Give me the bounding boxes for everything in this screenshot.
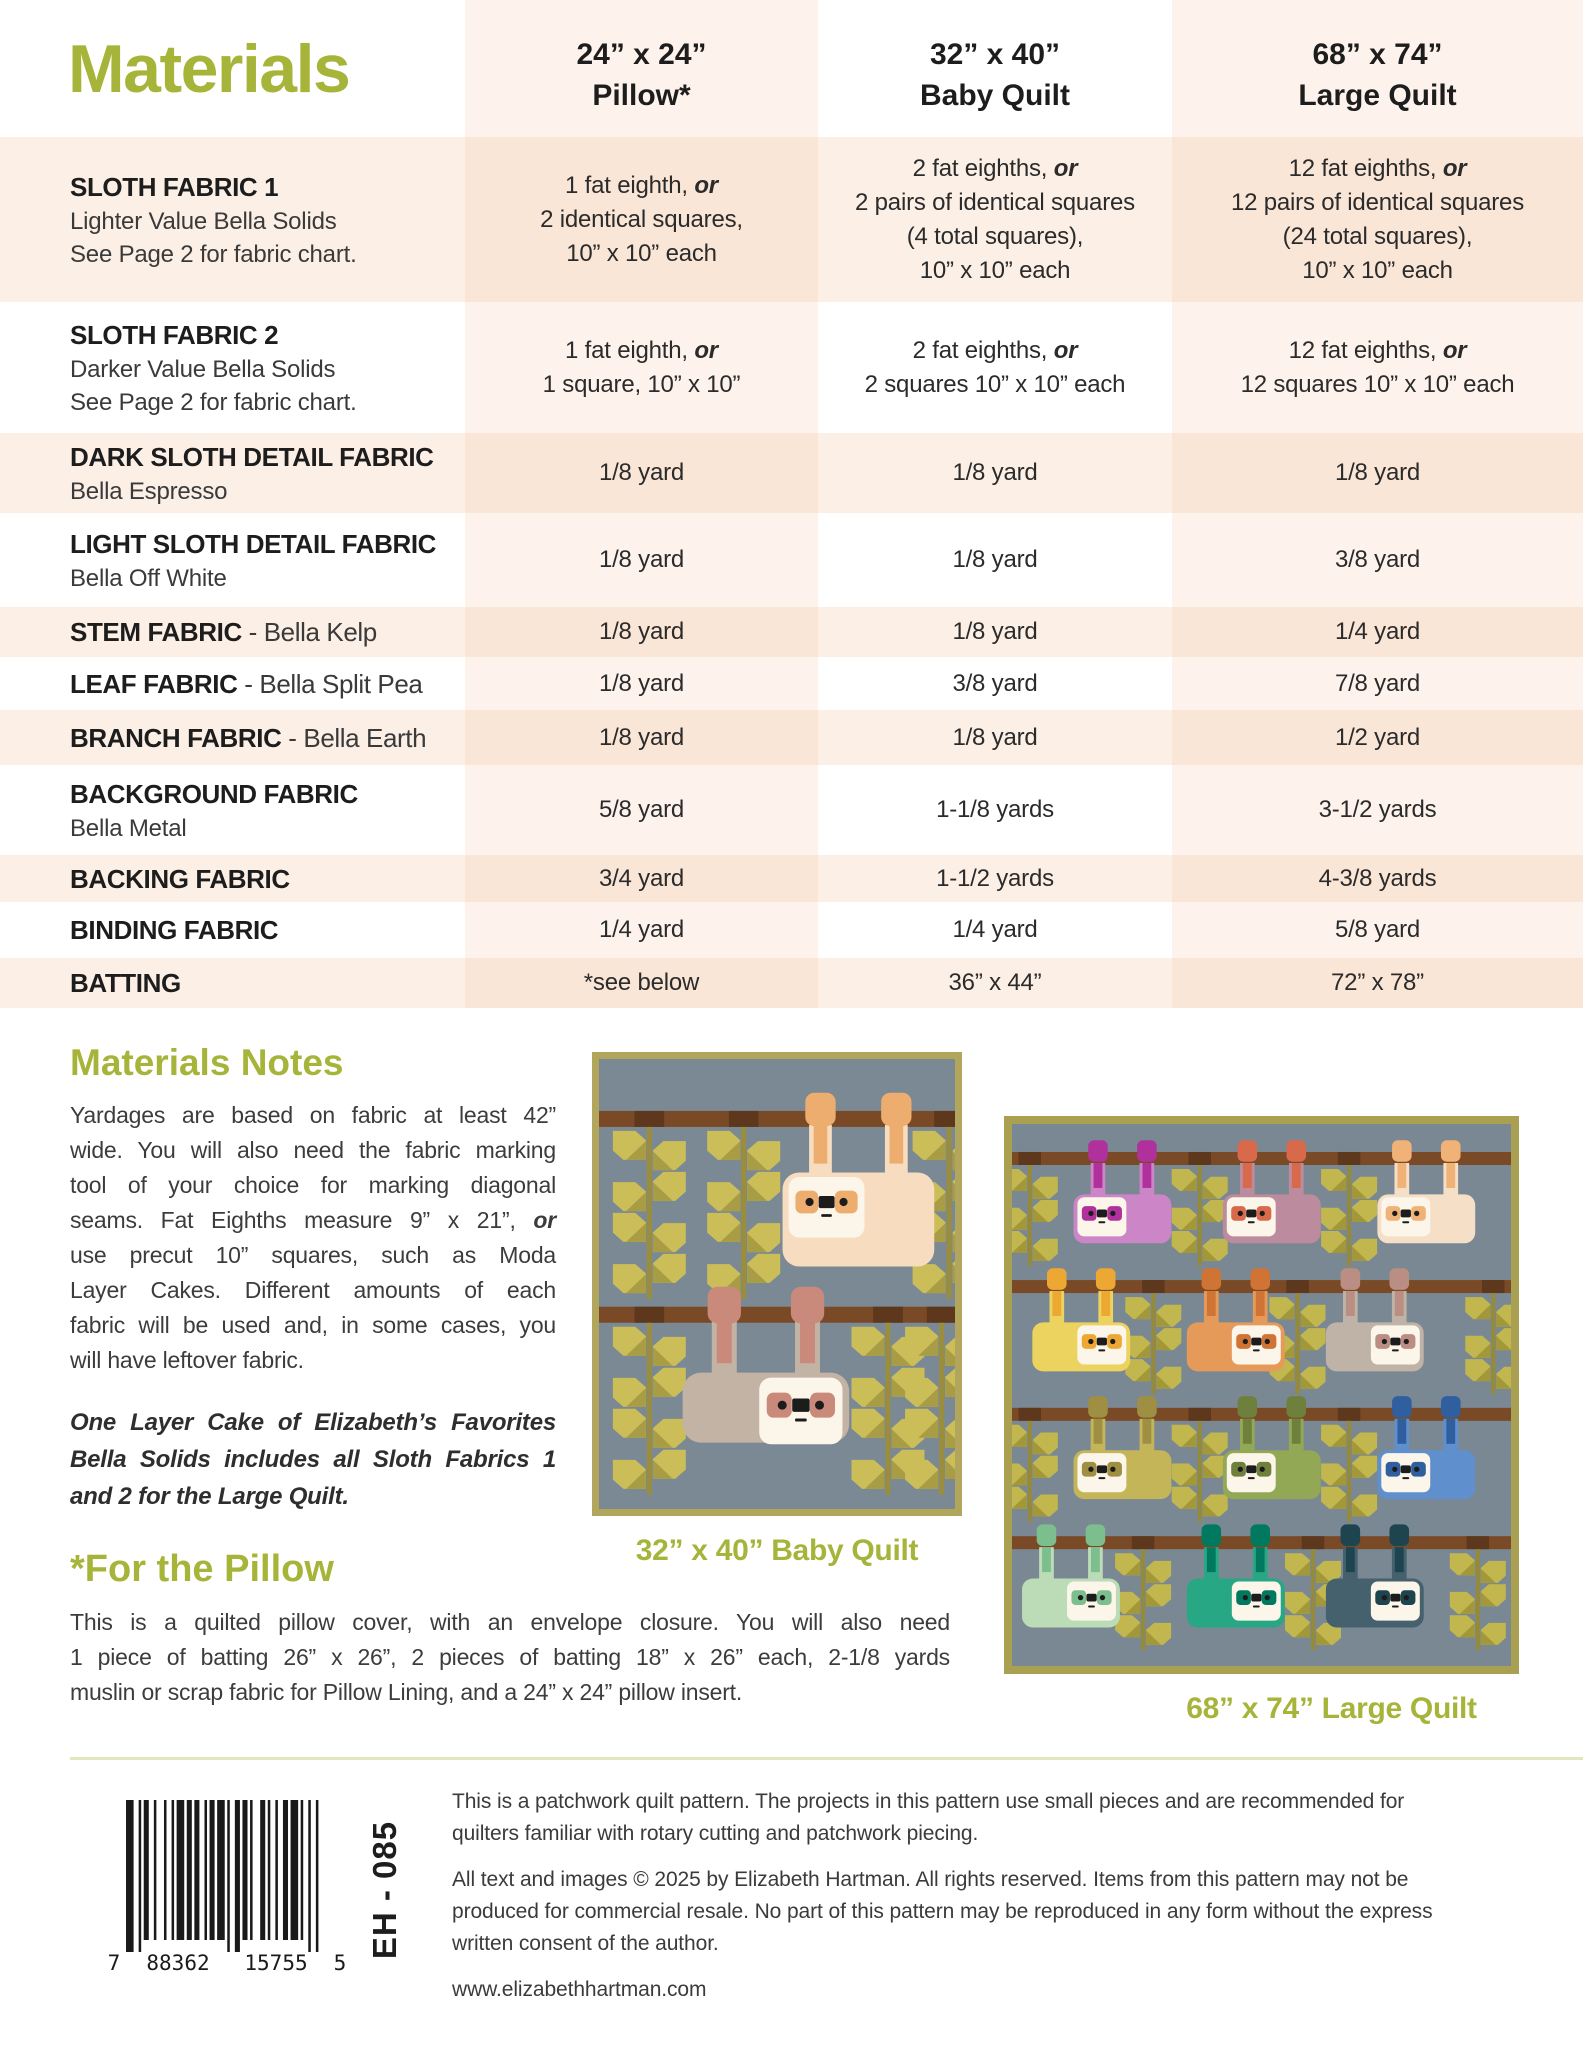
yardage-cell: 1/8 yard [952,459,1038,486]
fabric-label-cell: BRANCH FABRIC - Bella Earth [70,722,427,753]
barcode-right-digit: 5 [333,1951,347,1975]
yardage-cell: 1 fat eighth, or 1 square, 10” x 10” [465,302,818,433]
yardage-cell: 12 fat eighths, or 12 squares 10” x 10” each [1172,302,1583,433]
table-row [0,513,1583,607]
table-row [0,137,1583,302]
yardage-cell: 1/4 yard [952,916,1038,943]
yardage-cell: 4-3/8 yards [1172,855,1583,902]
baby-quilt-caption: 32” x 40” Baby Quilt [635,1534,919,1567]
fabric-label-cell: SLOTH FABRIC 2 Darker Value Bella Solids See Page 2 for fabric chart. [70,319,357,416]
fabric-label-cell: BINDING FABRIC [70,915,279,945]
yardage-cell: 1/8 yard [952,723,1038,751]
fabric-label-cell: STEM FABRIC - Bella Kelp [70,617,377,647]
page-title: Materials [68,31,350,107]
fabric-label-cell: BATTING [70,968,181,998]
footer-paragraph: www.elizabethhartman.com [452,1978,707,2001]
yardage-cell: 1/8 yard [465,657,818,710]
yardage-cell: 1/4 yard [465,902,818,958]
upc-barcode [108,1800,358,1983]
fabric-label-cell: BACKING FABRIC [70,863,290,894]
pattern-number-vertical-label: EH - 085 [366,1820,403,1960]
barcode-group2: 15755 [244,1951,308,1975]
column-header-3: 68” x 74” Large Quilt [1172,0,1583,137]
yardage-cell: 1/8 yard [952,618,1038,645]
yardage-cell: 1-1/8 yards [936,796,1054,823]
fabric-label-cell: BACKGROUND FABRIC Bella Metal [70,778,358,842]
column-header-1: 24” x 24” Pillow* [465,0,818,137]
yardage-cell: 36” x 44” [948,969,1042,996]
layer-cake-note-paragraph: One Layer Cake of Elizabeth’s Favorites Bella Solids includes all Sloth Fabrics 1 and 2 for the Large Quilt. [70,1409,556,1510]
yardage-cell: 1/8 yard [952,546,1038,573]
large-quilt-figure [1004,1116,1519,1726]
yardage-cell: 1-1/2 yards [936,864,1054,892]
table-row [0,433,1583,513]
yardage-cell: 3/8 yard [952,669,1038,697]
yardage-cell: 1/4 yard [1172,607,1583,657]
footer-divider-line [70,1757,1583,1760]
yardage-cell: 2 fat eighths, or 2 squares 10” x 10” each [864,336,1126,398]
table-row [0,765,1583,855]
yardage-cell: 1/8 yard [465,513,818,607]
yardage-cell: 72” x 78” [1172,958,1583,1008]
footer-paragraph: All text and images © 2025 by Elizabeth Hartman. All rights reserved. Items from this pattern may not be produced for commercial resale. No part of this pattern may be reproduced in any form without the express written consent of the author. [452,1868,1433,1955]
yardage-cell: 3/4 yard [465,855,818,902]
column-header-2: 32” x 40” Baby Quilt [919,38,1070,112]
yardage-cell: 5/8 yard [465,765,818,855]
barcode-group1: 88362 [146,1951,210,1975]
yardage-cell: 2 fat eighths, or 2 pairs of identical squares (4 total squares), 10” x 10” each [855,154,1135,284]
baby-quilt-figure [592,1052,962,1568]
fabric-label-cell: LIGHT SLOTH DETAIL FABRIC Bella Off White [70,528,437,592]
barcode-left-digit: 7 [108,1951,121,1975]
pillow-paragraph: This is a quilted pillow cover, with an envelope closure. You will also need 1 piece of batting 26” x 26”, 2 pieces of batting 18” x 26” each, 2-1/8 yards muslin or scrap fabric for Pillow Lining, and a 24” x 24” pillow insert. [70,1609,950,1705]
yardage-cell: 1/8 yard [465,607,818,657]
yardage-cell: 1 fat eighth, or 2 identical squares, 10” x 10” each [465,137,818,302]
table-row [0,657,1583,710]
materials-notes-paragraph: Yardages are based on fabric at least 42” wide. You will also need the fabric marking tool of your choice for marking diagonal seams. Fat Eighths measure 9” x 21”, or use precut 10” squares, such as Moda Layer Cakes. Different amounts of each fabric will be used and, in some cases, you will have leftover fabric. [70,1102,556,1373]
materials-notes-heading: Materials Notes [70,1042,344,1083]
for-the-pillow-heading: *For the Pillow [70,1548,334,1590]
fabric-label-cell: DARK SLOTH DETAIL FABRIC Bella Espresso [70,441,434,505]
yardage-cell: 1/8 yard [1172,433,1583,513]
baby-quilt-illustration [592,1052,962,1521]
yardage-cell: 3/8 yard [1172,513,1583,607]
yardage-cell: *see below [465,958,818,1008]
materials-table [0,0,1583,1008]
large-quilt-caption: 68” x 74” Large Quilt [1186,1692,1477,1725]
yardage-cell: 1/8 yard [465,710,818,765]
yardage-cell: 3-1/2 yards [1172,765,1583,855]
table-row [0,607,1583,657]
table-header-row [0,0,1583,137]
yardage-cell: 5/8 yard [1172,902,1583,958]
fabric-label-cell: SLOTH FABRIC 1 Lighter Value Bella Solids See Page 2 for fabric chart. [70,171,357,268]
yardage-cell: 12 fat eighths, or 12 pairs of identical squares (24 total squares), 10” x 10” each [1172,137,1583,302]
copyright-text-block [452,1786,1552,2020]
table-row [0,902,1583,958]
table-row [0,958,1583,1008]
yardage-cell: 1/8 yard [465,433,818,513]
table-row [0,710,1583,765]
fabric-label-cell: LEAF FABRIC - Bella Split Pea [70,668,423,699]
table-row [0,302,1583,433]
large-quilt-illustration [1004,1116,1519,1679]
table-row [0,855,1583,902]
yardage-cell: 1/2 yard [1172,710,1583,765]
footer-paragraph: This is a patchwork quilt pattern. The projects in this pattern use small pieces and are recommended for quilters familiar with rotary cutting and patchwork piecing. [452,1790,1405,1845]
yardage-cell: 7/8 yard [1172,657,1583,710]
